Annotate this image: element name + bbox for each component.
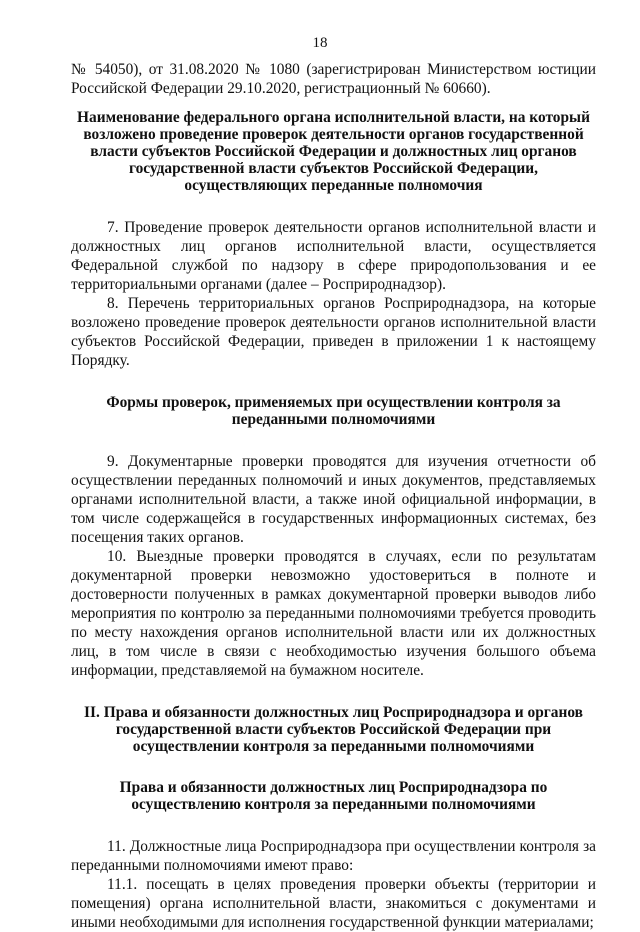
heading-rights: Права и обязанности должностных лиц Росприроднадзора по осуществлению контроля за переданными полномочиями — [119, 779, 548, 813]
heading-section-2: II. Права и обязанности должностных лиц Росприроднадзора и органов государственной власти субъектов Российской Федерации при осуществлении контроля за переданными полномочиями — [84, 704, 583, 755]
spacer — [71, 680, 596, 704]
paragraph-10: 10. Выездные проверки проводятся в случаях, если по результатам документарной проверки невозможно удостовериться в полноте и достоверности полученных в рамках документарной проверки выводов либо мероприятия по контролю за переданными полномочиями требуется проводить по месту нахождения органов исполнительной власти или их должностных лиц, в том числе в связи с необходимостью изучения большого объема информации, представляемой на бумажном носителе. — [71, 548, 596, 679]
spacer — [71, 755, 596, 779]
intro-paragraph: № 54050), от 31.08.2020 № 1080 (зарегистрирован Министерством юстиции Российской Федерации 29.10.2020, регистрационный № 60660). — [71, 61, 596, 97]
paragraph-7: 7. Проведение проверок деятельности органов исполнительной власти и должностных лиц органов исполнительной власти, осуществляется Федеральной службой по надзору в сфере природопользования и ее территориальными органами (далее – Росприроднадзор). — [71, 219, 596, 293]
page-number: 18 — [312, 35, 328, 51]
spacer — [71, 194, 596, 218]
document-body — [71, 60, 596, 932]
heading-authority: Наименование федерального органа исполнительной власти, на который возложено проведение проверок деятельности органов государственной власти субъектов Российской Федерации и должностных лиц органов государственной власти субъектов Российской Федерации, осуществляющих переданные полномочия — [77, 109, 590, 194]
heading-forms: Формы проверок, применяемых при осуществлении контроля за переданными полномочиями — [106, 394, 561, 428]
paragraph-11-1: 11.1. посещать в целях проведения проверки объекты (территории и помещения) органа исполнительной власти, знакомиться с документами и иными необходимыми для исполнения государственной функции материалами; — [71, 876, 596, 931]
spacer — [71, 813, 596, 837]
spacer — [71, 98, 596, 109]
paragraph-11: 11. Должностные лица Росприроднадзора при осуществлении контроля за переданными полномочиями имеют право: — [71, 838, 596, 874]
spacer — [71, 428, 596, 452]
paragraph-9: 9. Документарные проверки проводятся для изучения отчетности об осуществлении переданных полномочий и иных документов, представляемых органами исполнительной власти, а также иной официальной информации, в том числе содержащейся в государственных информационных системах, без посещения таких органов. — [71, 453, 596, 546]
spacer — [71, 370, 596, 394]
paragraph-8: 8. Перечень территориальных органов Росприроднадзора, на которые возложено проведение проверок деятельности органов исполнительной власти субъектов Российской Федерации, приведен в приложении 1 к настоящему Порядку. — [71, 295, 596, 369]
